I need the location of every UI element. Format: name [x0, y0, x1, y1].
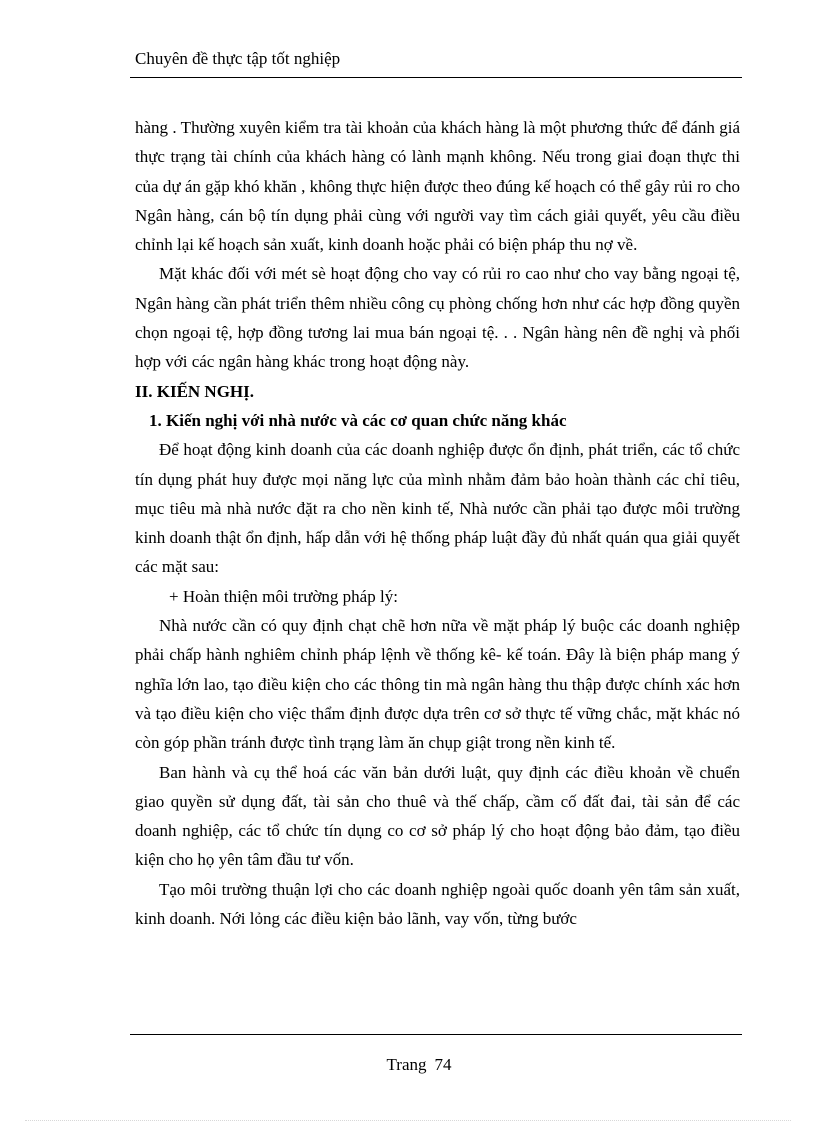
subsection-heading: 1. Kiến nghị với nhà nước và các cơ quan chức năng khác: [149, 410, 567, 430]
footer-rule: [130, 1034, 742, 1035]
page-label: Trang: [386, 1055, 427, 1074]
paragraph-legal-documents: Ban hành và cụ thể hoá các văn bản dưới luật, quy định các điều khoản về chuển giao quyền sử dụng đất, tài sản cho thuê và thế chấp, cầm cố đất đai, tài sản để các doanh nghiệp, các tổ chức tín dụng co cơ sở pháp lý cho hoạt động bảo đảm, tạo điều kiện cho họ yên tâm đầu tư vốn.: [135, 762, 740, 870]
section-heading: II. KIẾN NGHỊ.: [135, 381, 255, 401]
page-footer: [0, 1054, 816, 1076]
document-body: [135, 113, 740, 933]
list-item-legal-environment: + Hoàn thiện môi trường pháp lý:: [169, 586, 398, 606]
header-rule: [130, 77, 742, 78]
paragraph-continuation: hàng . Thường xuyên kiểm tra tài khoản của khách hàng là một phương thức để đánh giá thực trạng tài chính của khách hàng có lành mạnh không. Nếu trong giai đoạn thực thi của dự án gặp khó khăn , không thực hiện được theo đúng kế hoạch có thể gây rủi ro cho Ngân hàng, cán bộ tín dụng phải cùng với người vay tìm cách giải quyết, yêu cầu điều chỉnh lại kế hoạch sản xuất, kinh doanh hoặc phải có biện pháp thu nợ về.: [135, 118, 740, 255]
paragraph-private-enterprises: Tạo môi trường thuận lợi cho các doanh nghiệp ngoài quốc doanh yên tâm sản xuất, kinh doanh. Nới lỏng các điều kiện bảo lãnh, vay vốn, từng bước: [135, 879, 740, 929]
page-number: 74: [434, 1055, 452, 1074]
paragraph-accounting-rules: Nhà nước cần có quy định chạt chẽ hơn nữa về mặt pháp lý buộc các doanh nghiệp phải chấp hành nghiêm chỉnh pháp lệnh về thống kê- kế toán. Đây là biện pháp mang ý nghĩa lớn lao, tạo điều kiện cho các thông tin mà ngân hàng thu thập được chính xác hơn và tạo điều kiện cho việc thẩm định được dựa trên cơ sở thực tế vững chắc, mặt khác nó còn góp phần tránh được tình trạng làm ăn chụp giật trong nền kinh tế.: [135, 616, 740, 753]
page-edge-divider: [25, 1120, 791, 1121]
page-header-title: Chuyên đề thực tập tốt nghiệp: [135, 49, 341, 68]
paragraph-foreign-currency: Mặt khác đối với mét sè hoạt động cho vay có rủi ro cao như cho vay bằng ngoại tệ, Ngân hàng cần phát triển thêm nhiều công cụ phòng chống hơn như các hợp đồng quyền chọn ngoại tệ, hợp đồng tương lai mua bán ngoại tệ. . . Ngân hàng nên đề nghị và phối hợp với các ngân hàng khác trong hoạt động này.: [135, 264, 740, 372]
paragraph-business-environment: Để hoạt động kinh doanh của các doanh nghiệp được ổn định, phát triển, các tổ chức tín dụng phát huy được mọi năng lực của mình nhằm đảm bảo hoàn thành các chỉ tiêu, mục tiêu mà nhà nước đặt ra cho nền kinh tế, Nhà nước cần phải tạo được môi trường kinh doanh thật ổn định, hấp dẫn với hệ thống pháp luật đầy đủ nhất quán qua giải quyết các mặt sau:: [135, 440, 740, 577]
